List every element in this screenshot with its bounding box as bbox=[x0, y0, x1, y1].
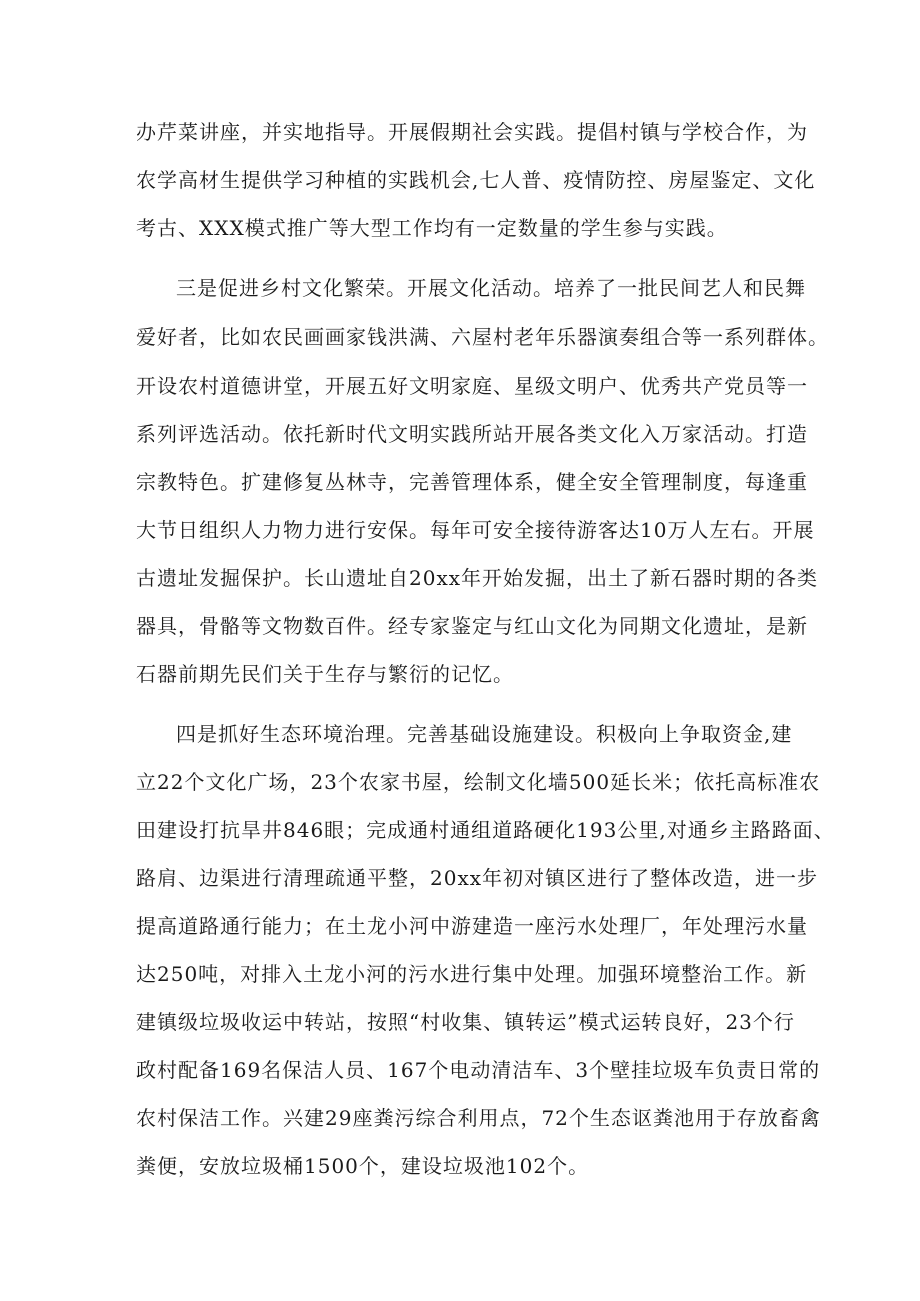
text-line: 四是抓好生态环境治理。完善基础设施建设。积极向上争取资金,建 bbox=[176, 722, 793, 746]
text-line: 爱好者，比如农民画画家钱洪满、六屋村老年乐器演奏组合等一系列群体。 bbox=[136, 325, 829, 349]
text-line: 农学高材生提供学习种植的实践机会,七人普、疫情防控、房屋鉴定、文化 bbox=[136, 168, 816, 192]
text-line: 粪便，安放垃圾桶1500个，建设垃圾池102个。 bbox=[136, 1154, 590, 1178]
text-line: 农村保洁工作。兴建29座粪污综合利用点，72个生态讴粪池用于存放畜禽 bbox=[136, 1106, 821, 1130]
text-line: 田建设打抗旱井846眼；完成通村通组道路硬化193公里,对通乡主路路面、 bbox=[136, 818, 835, 842]
text-line: 提高道路通行能力；在土龙小河中游建造一座污水处理厂，年处理污水量 bbox=[136, 914, 808, 938]
text-line: 古遗址发掘保护。长山遗址自20xx年开始发掘，出土了新石器时期的各类 bbox=[136, 566, 819, 590]
text-line: 路肩、边渠进行清理疏通平整，20xx年初对镇区进行了整体改造，进一步 bbox=[136, 866, 819, 890]
text-line: 办芹菜讲座，并实地指导。开展假期社会实践。提倡村镇与学校合作，为 bbox=[136, 120, 808, 144]
text-line: 建镇级垃圾收运中转站，按照“村收集、镇转运”模式运转良好，23个行 bbox=[136, 1010, 795, 1034]
text-line: 政村配备169名保洁人员、167个电动清洁车、3个壁挂垃圾车负责日常的 bbox=[136, 1058, 821, 1082]
text-line: 三是促进乡村文化繁荣。开展文化活动。培养了一批民间艺人和民舞 bbox=[176, 276, 806, 300]
text-line: 器具，骨骼等文物数百件。经专家鉴定与红山文化为同期文化遗址，是新 bbox=[136, 614, 808, 638]
text-line: 立22个文化广场，23个农家书屋，绘制文化墙500延长米；依托高标准农 bbox=[136, 770, 821, 794]
text-line: 达250吨，对排入土龙小河的污水进行集中处理。加强环境整治工作。新 bbox=[136, 962, 808, 986]
text-line: 石器前期先民们关于生存与繁衍的记忆。 bbox=[136, 662, 514, 686]
text-line: 宗教特色。扩建修复丛林寺，完善管理体系，健全安全管理制度，每逢重 bbox=[136, 470, 808, 494]
text-line: 开设农村道德讲堂，开展五好文明家庭、星级文明户、优秀共产党员等一 bbox=[136, 374, 808, 398]
text-line: 大节日组织人力物力进行安保。每年可安全接待游客达10万人左右。开展 bbox=[136, 518, 815, 542]
text-line: 系列评选活动。依托新时代文明实践所站开展各类文化入万家活动。打造 bbox=[136, 422, 808, 446]
text-line: 考古、XXX模式推广等大型工作均有一定数量的学生参与实践。 bbox=[136, 216, 728, 240]
